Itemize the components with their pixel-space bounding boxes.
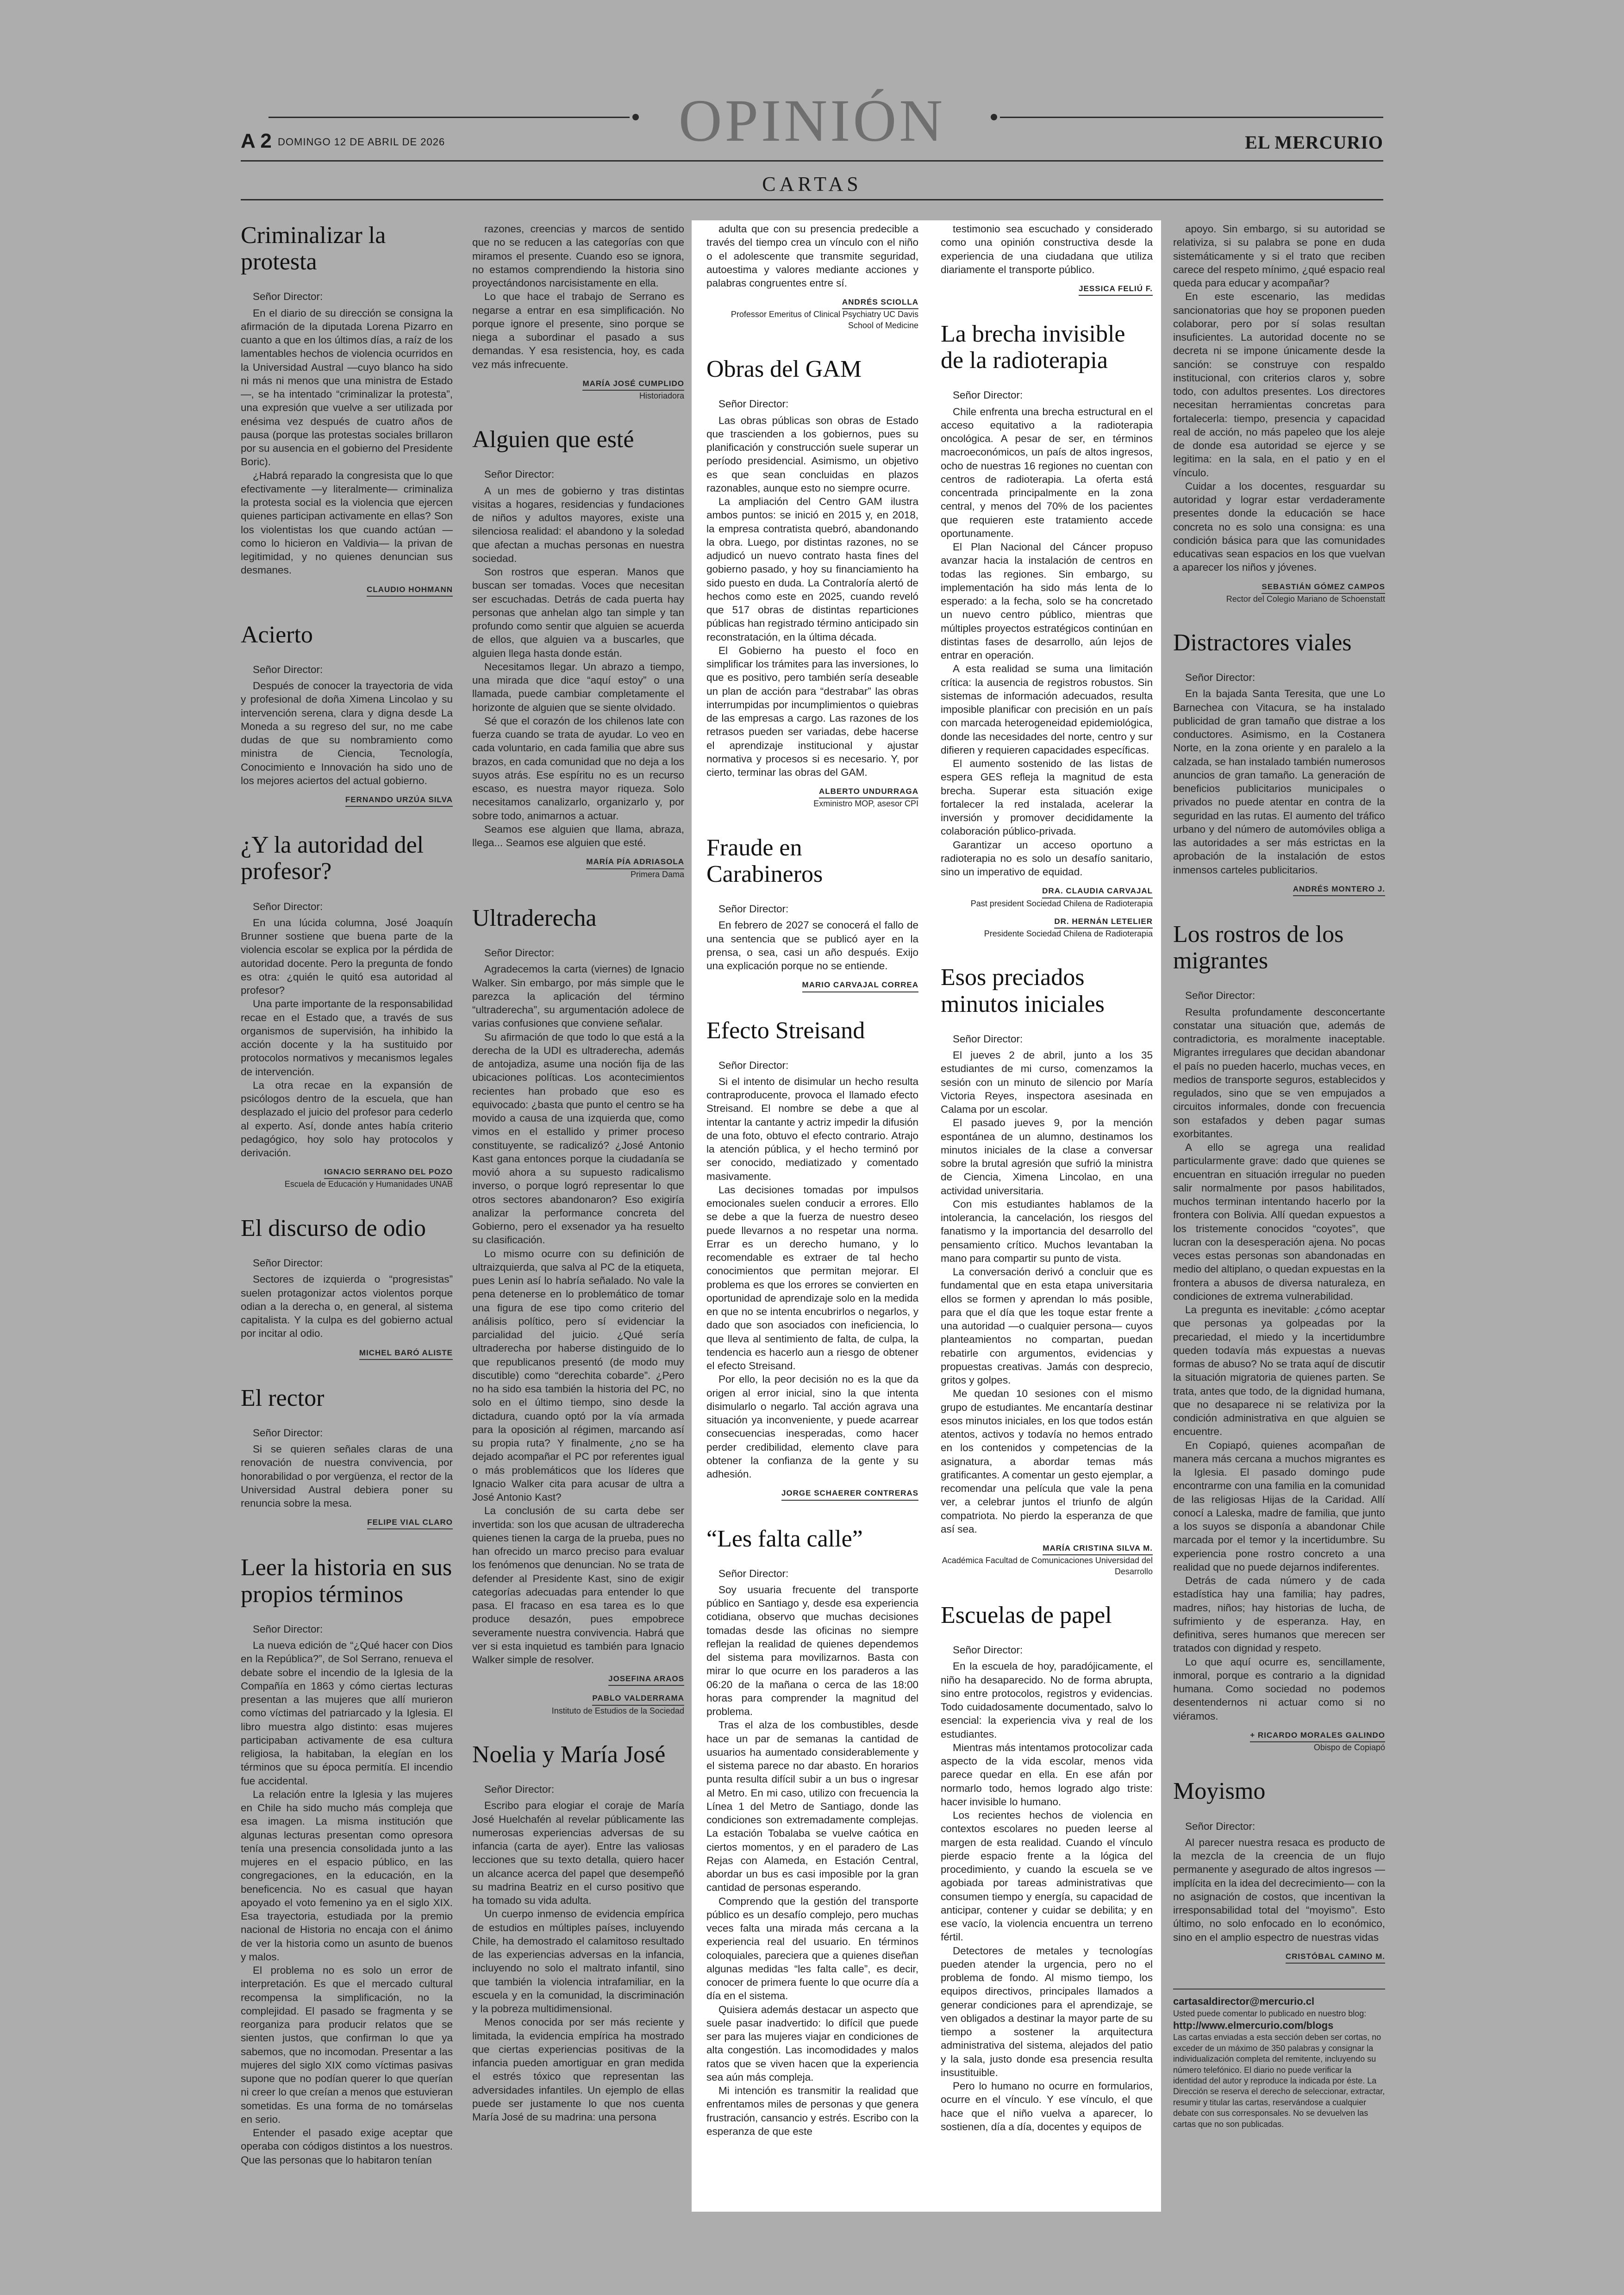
letter-salutation: Señor Director: bbox=[718, 1059, 789, 1071]
letter-paragraph: En una lúcida columna, José Joaquín Brunner sostiene que buena parte de la violencia escolar se explica por la pérdida de autoridad docente. Pero la pregunta de fondo es otra: ¿quién le quitó esa autoridad al profesor? bbox=[241, 917, 453, 997]
blog-link[interactable]: http://www.elmercurio.com/blogs bbox=[1173, 2019, 1334, 2031]
letter-signature bbox=[1173, 579, 1385, 605]
signature-name: FELIPE VIAL CLARO bbox=[367, 1517, 453, 1529]
letter-paragraph: Lo mismo ocurre con su definición de ultraizquierda, que salva al PC de la etiqueta, pues Lenin así lo habría señalado. No vale la pena detenerse en lo problemático de tomar una figura de ese tipo como criterio del análisis político, pero sí evidenciar la parcialidad del juicio. ¿Qué sería ultraderecha por haberse distinguido de lo que republicanos presentó (de modo muy discutible) como “derechita cobarde”. ¿Pero no ha sido esa también la historia del PC, no solo en el último tiempo, sino desde la dictadura, cuando optó por la vía armada para la oposición al régimen, marcando así su propia ruta? Y finalmente, ¿no se ha dejado acompañar el PC por referentes igual o más problemáticos que los líderes que Ignacio Walker cita para acusar de ultra a José Antonio Kast? bbox=[472, 1247, 684, 1503]
letter-title: Esos preciados minutos iniciales bbox=[941, 964, 1105, 1017]
signature-role: Professor Emeritus of Clinical Psychiatry UC Davis School of Medicine bbox=[731, 310, 918, 330]
letter-paragraph: Cuidar a los docentes, resguardar su autoridad y lograr estar verdaderamente presentes donde la educación se hace concreta no es solo una consigna: es una condición básica para que las comunidades educativas sean espacios en los que vuelvan a aparecer los niños y jóvenes. bbox=[1173, 480, 1385, 574]
letter-paragraph: Una parte importante de la responsabilidad recae en el Estado que, a través de sus organismos de supervisión, ha inhibido la acción docente y la ha sustituido por protocolos normativos y mecanismos legales de intervención. bbox=[241, 998, 453, 1078]
letter-paragraph: Su afirmación de que todo lo que está a la derecha de la UDI es ultraderecha, además de antojadiza, asume una noción fija de las ubicaciones políticas. Los acontecimientos recientes han probado que eso es equivocado: ¿basta que punto el centro se ha movido a causa de una izquierda que, como vimos en el estallido y primer proceso constituyente, se radicalizó? ¿José Antonio Kast gana entonces porque la ciudadanía se movió ahora a su supuesto radicalismo inverso, o porque logró representar lo que otros sectores abandonaron? Eso exigiría analizar la performance concreta del Gobierno, pero el exsenador ya ha resuelto su clasificación. bbox=[472, 1031, 684, 1246]
letter-paragraph: El aumento sostenido de las listas de espera GES refleja la magnitud de esta brecha. Superar esta situación exige fortalecer la red instalada, acelerar la inversión y promover decididamente la colaboración público-privada. bbox=[941, 758, 1153, 837]
letter-title: Fraude en Carabineros bbox=[706, 834, 823, 887]
letter-signature bbox=[241, 1164, 453, 1190]
signature-name: CRISTÓBAL CAMINO M. bbox=[1286, 1952, 1385, 1964]
letter-title: Noelia y María José bbox=[472, 1741, 666, 1768]
letter-signature bbox=[1173, 1949, 1385, 1964]
signature-role: Past president Sociedad Chilena de Radioterapia bbox=[970, 898, 1153, 908]
signature-name: ANDRÉS MONTERO J. bbox=[1293, 884, 1385, 896]
letter bbox=[706, 356, 918, 810]
letter-signature bbox=[472, 1690, 684, 1716]
letter-title: Leer la historia en sus propios términos bbox=[241, 1554, 452, 1608]
contact-box bbox=[1173, 1989, 1385, 2130]
letter bbox=[241, 1554, 453, 2166]
letter-salutation: Señor Director: bbox=[484, 468, 555, 480]
letter-paragraph: Pero lo humano no ocurre en formularios, ocurre en el vínculo. Y ese vínculo, el que hace que el niño vuelva a aparecer, lo sostienen, día a día, docentes y equipos de bbox=[941, 2080, 1153, 2133]
letter-salutation: Señor Director: bbox=[253, 1257, 323, 1269]
letter-paragraph: La relación entre la Iglesia y las mujeres en Chile ha sido mucho más compleja que esa imagen. La misma institución que algunas lecturas presentan como opresora tenía una presencia consolidada junto a las mujeres en el espacio público, en las congregaciones, en la educación, en la beneficencia. No es casual que hayan apoyado el voto femenino ya en el siglo XIX. Esa trayectoria, estudiada por la premio nacional de Historia no encaja con el ánimo de ver la historia como un asunto de buenos y malos. bbox=[241, 1788, 453, 1963]
section-title: OPINIÓN bbox=[678, 87, 946, 154]
letter-paragraph: Detrás de cada número y de cada estadística hay una familia; hay padres, madres, niños; hay historias de lucha, de sufrimiento y de esperanza. Hay, en definitiva, seres humanos que merecen ser tratados con dignidad y respeto. bbox=[1173, 1575, 1385, 1654]
letter-paragraph: Chile enfrenta una brecha estructural en el acceso equitativo a la radioterapia oncológica. A pesar de ser, en términos macroeconómicos, un país de altos ingresos, ocho de nuestras 16 regiones no cuentan con centros de radioterapia. La oferta está concentrada principalmente en la zona central, y menos del 70% de los pacientes que requieren este tratamiento accede oportunamente. bbox=[941, 405, 1153, 539]
newspaper-masthead: EL MERCURIO bbox=[1245, 132, 1383, 153]
letter-paragraph: Tras el alza de los combustibles, desde hace un par de semanas la cantidad de usuarios ha aumentado considerablemente y el sistema parece no dar abasto. En horarios punta resulta difícil subir a un bus o ingresar al Metro. En mi caso, utilizo con frecuencia la Línea 1 del Metro de Santiago, donde las condiciones son extremadamente complejas. La estación Tobalaba se vuelve caótica en ciertos momentos, y en el paradero de Las Rejas con Alameda, en Estación Central, abordar un bus es casi imposible por la gran cantidad de personas esperando. bbox=[706, 1719, 918, 1894]
letter-salutation: Señor Director: bbox=[718, 1567, 789, 1579]
letter-paragraph: Mi intención es transmitir la realidad que enfrentamos miles de personas y que genera frustración, cansancio y estrés. Escribo con la esperanza de que este bbox=[706, 2085, 918, 2137]
letter-paragraph: Menos conocida por ser más reciente y limitada, la evidencia empírica ha mostrado que ciertas experiencias positivas de la infancia pueden amortiguar en gran medida el estrés tóxico que representan las adversidades infantiles. Un ejemplo de ellas puede ser justamente lo que nos cuenta María José de su madrina: una persona bbox=[472, 2016, 684, 2123]
blog-intro: Usted puede comentar lo publicado en nuestro blog: bbox=[1173, 2008, 1367, 2018]
letter-paragraph: adulta que con su presencia predecible a través del tiempo crea un vínculo con el niño o el adolescente que transmite seguridad, autoestima y valores mediante acciones y palabras congruentes entre sí. bbox=[706, 223, 918, 289]
letter-salutation: Señor Director: bbox=[1185, 1820, 1255, 1832]
letter-signature bbox=[941, 1540, 1153, 1577]
letter bbox=[241, 1385, 453, 1530]
letter bbox=[1173, 630, 1385, 896]
letter-salutation: Señor Director: bbox=[953, 1033, 1023, 1045]
letter-title: Distractores viales bbox=[1173, 629, 1352, 656]
letter-signature bbox=[472, 1671, 684, 1686]
letter-paragraph: En la escuela de hoy, paradójicamente, el niño ha desaparecido. No de forma abrupta, sino entre protocolos, registros y evidencias. Todo cuidadosamente documentado, salvo lo esencial: la experiencia viva y real de los estudiantes. bbox=[941, 1660, 1153, 1740]
letter-paragraph: Entender el pasado exige aceptar que operaba con códigos distintos a los nuestros. Que las personas que lo habitaron tenían bbox=[241, 2127, 453, 2166]
letter-title: Efecto Streisand bbox=[706, 1017, 865, 1044]
letter-paragraph: La otra recae en la expansión de psicólogos dentro de la escuela, que han desplazado el juicio del profesor para cederlo al experto. Así, donde antes había criterio pedagógico, hoy solo hay protocolos y derivación. bbox=[241, 1079, 453, 1159]
header-rule-full-top bbox=[241, 160, 1383, 162]
letter-salutation: Señor Director: bbox=[718, 903, 789, 915]
letter-paragraph: Después de conocer la trayectoria de vida y profesional de doña Ximena Lincolao y su intervención serena, clara y digna desde La Moneda a su regreso del sur, no me cabe dudas de que su nombramiento como ministra de Ciencia, Tecnología, Conocimiento e Innovación ha sido uno de los mejores aciertos del actual gobierno. bbox=[241, 680, 453, 786]
letter-paragraph: A un mes de gobierno y tras distintas visitas a hogares, residencias y fundaciones de niños y adultos mayores, existe una silenciosa realidad: el abandono y la soledad que afectan a muchas personas en nuestra sociedad. bbox=[472, 485, 684, 564]
letter-paragraph: Si el intento de disimular un hecho resulta contraproducente, provoca el llamado efecto Streisand. El nombre se debe a que al intentar la cantante y actriz impedir la difusión de una foto, obtuvo el efecto contrario. Atrajo la atención pública, y el hecho terminó por ser conocido, mediatizado y comentado masivamente. bbox=[706, 1075, 918, 1182]
letter-paragraph: El jueves 2 de abril, junto a los 35 estudiantes de mi curso, comenzamos la sesión con un minuto de silencio por María Victoria Reyes, inspectora asesinada en Calama por un escolar. bbox=[941, 1049, 1153, 1116]
letter-signature bbox=[1173, 1727, 1385, 1753]
letter-paragraph: Escribo para elogiar el coraje de María José Huelchafén al revelar públicamente las numerosas experiencias adversas de su infancia (carta de ayer). Entre las valiosas lecciones que su texto detalla, quiero hacer un alcance acerca del papel que desempeñó su madrina Beatriz en el curso positivo que ha tomado su vida adulta. bbox=[472, 1800, 684, 1907]
letter-title: Criminalizar la protesta bbox=[241, 222, 386, 275]
letters-column-3 bbox=[706, 222, 918, 2163]
letter-salutation: Señor Director: bbox=[484, 1784, 555, 1796]
letter-paragraph: Necesitamos llegar. Un abrazo a tiempo, una mirada que dice “aquí estoy” o una llamada, puede cambiar completamente el horizonte de alguien que se siente olvidado. bbox=[472, 661, 684, 713]
letter-paragraph: Por ello, la peor decisión no es la que da origen al error inicial, sino la que intenta disimularlo o negarlo. Tal acción agrava una situación ya inconveniente, y puede acarrear consecuencias inesperadas, como hacer perder credibilidad, elemento clave para obtener la confianza de la gente y su adhesión. bbox=[706, 1373, 918, 1480]
letter-paragraph: En febrero de 2027 se conocerá el fallo de una sentencia que se publicó ayer en la prensa, o sea, casi un año después. Exijo una explicación porque no se entiende. bbox=[706, 919, 918, 972]
signature-role: Rector del Colegio Mariano de Schoenstatt bbox=[1226, 594, 1385, 604]
letter-title: Acierto bbox=[241, 621, 313, 648]
signature-role: Primera Dama bbox=[630, 869, 684, 879]
letter bbox=[241, 222, 453, 597]
letter-paragraph: La pregunta es inevitable: ¿cómo aceptar que personas ya golpeadas por la precariedad, el miedo y la incertidumbre queden todavía más expuestas a nuevas formas de abuso? No se trata aquí de discutir la situación migratoria de quienes parten. Se trata, antes que todo, de la dignidad humana, que no desaparece ni se relativiza por la condición administrativa en que alguien se encuentre. bbox=[1173, 1304, 1385, 1438]
letter-paragraph: Comprendo que la gestión del transporte público es un desafío complejo, pero muchas veces falta una mirada más cercana a la experiencia real del usuario. En términos coloquiales, pareciera que a quienes diseñan algunas medidas “les falta calle”, es decir, conocer de primera fuente lo que ocurre día a día en el sistema. bbox=[706, 1895, 918, 2002]
letter-salutation: Señor Director: bbox=[718, 398, 789, 410]
letter-paragraph: Mientras más intentamos protocolizar cada aspecto de la vida escolar, menos vida parece quedar en ella. En ese afán por normarlo todo, hemos logrado algo triste: hacer invisible lo humano. bbox=[941, 1741, 1153, 1808]
letter-signature bbox=[706, 977, 918, 992]
letter-paragraph: Garantizar un acceso oportuno a radioterapia no es solo un desafío sanitario, sino un imperativo de equidad. bbox=[941, 839, 1153, 878]
letter-title: La brecha invisible de la radioterapia bbox=[941, 321, 1125, 374]
signature-name: CLAUDIO HOHMANN bbox=[367, 585, 453, 597]
page-date: DOMINGO 12 DE ABRIL DE 2026 bbox=[278, 136, 445, 148]
letter bbox=[472, 426, 684, 880]
letter-signature bbox=[706, 1485, 918, 1500]
signature-role: Obispo de Copiapó bbox=[1313, 1742, 1385, 1752]
signature-name: MICHEL BARÓ ALISTE bbox=[359, 1348, 453, 1360]
letter-signature bbox=[241, 582, 453, 597]
letter bbox=[472, 1741, 684, 2124]
letter-paragraph: A esta realidad se suma una limitación crítica: la ausencia de registros robustos. Sin sistemas de información adecuados, resulta imposible planificar con precisión en un país con marcada heterogeneidad epidemiológica, donde las necesidades del norte, centro y sur difieren y requieren capacidades específicas. bbox=[941, 663, 1153, 756]
letter-paragraph: El problema no es solo un error de interpretación. Es que el mercado cultural recompensa la simplificación, no la complejidad. El pasado se fragmenta y se reorganiza para producir relatos que se sienten justos, que confirman lo que ya sabemos, que no incomodan. Presentar a las mujeres del siglo XIX como víctimas pasivas supone que no podían querer lo que querían ni creer lo que creían a menos que estuvieran sometidas. Es una forma de no tomárselas en serio. bbox=[241, 1964, 453, 2125]
letter-signature bbox=[472, 376, 684, 401]
letter-paragraph: Lo que hace el trabajo de Serrano es negarse a entrar en esa simplificación. No porque ignore el presente, sino porque se niega a subordinar el pasado a sus demandas. Y esa resistencia, hoy, es cada vez más infrecuente. bbox=[472, 291, 684, 370]
letter-paragraph: El Gobierno ha puesto el foco en simplificar los trámites para las inversiones, lo que es positivo, pero también sería deseable un plan de acción para “destrabar” las obras interrumpidas por incumplimientos o quiebras de las empresas a cargo. Las razones de los retrasos pueden ser variadas, debe hacerse el aprendizaje institucional y ajustar normativa y procesos si es necesario. Y, por cierto, terminar las obras del GAM. bbox=[706, 644, 918, 779]
letter bbox=[241, 1215, 453, 1360]
letter-salutation: Señor Director: bbox=[1185, 672, 1255, 684]
letter bbox=[472, 905, 684, 1716]
letter-title: Escuelas de papel bbox=[941, 1602, 1112, 1628]
page-header bbox=[241, 88, 1383, 204]
letter bbox=[241, 832, 453, 1190]
letter-title: Obras del GAM bbox=[706, 356, 862, 383]
letter-paragraph: Un cuerpo inmenso de evidencia empírica de estudios en múltiples países, incluyendo Chile, ha demostrado el calamitoso resultado de las experiencias adversas en la infancia, incluyendo no solo el maltrato infantil, sino que también la violencia intrafamiliar, en la escuela y en la comunidad, la discriminación y la pobreza multidimensional. bbox=[472, 1908, 684, 2015]
letter-title: Moyismo bbox=[1173, 1778, 1266, 1805]
letter-paragraph: Los recientes hechos de violencia en contextos escolares no pueden leerse al margen de esta realidad. Cuando el vínculo pierde espacio frente a la lógica del procedimiento, y cuando la escuela se ve agobiada por tareas administrativas que consumen tiempo y energía, su capacidad de anticipar, contener y cuidar se debilita; y en ese vacío, la violencia encuentra un terreno fértil. bbox=[941, 1809, 1153, 1943]
letters-rules: Las cartas enviadas a esta sección deben ser cortas, no exceder de un máximo de 350 palabras y consignar la individualización completa del remitente, incluyendo su número telefónico. El diario no puede verificar la identidad del autor y reproduce la indicada por éste. La Dirección se reserva el derecho de seleccionar, extractar, resumir y titular las cartas, reservándose a cualquier debate con sus corresponsales. No se devuelven las cartas que no son publicadas. bbox=[1173, 2033, 1385, 2129]
signature-name: IGNACIO SERRANO DEL POZO bbox=[324, 1167, 453, 1179]
letter bbox=[241, 622, 453, 807]
signature-name: MARÍA JOSÉ CUMPLIDO bbox=[582, 379, 684, 391]
letter-paragraph: apoyo. Sin embargo, si su autoridad se relativiza, si su palabra se pone en duda sistemáticamente y si el trato que reciben carece del respeto mínimo, ¿qué espacio real queda para educar y acompañar? bbox=[1173, 223, 1385, 289]
letter-paragraph: Resulta profundamente desconcertante constatar una situación que, además de contradictoria, es moralmente inaceptable. Migrantes irregulares que decidan abandonar el país no pueden hacerlo, muchas veces, en medios de transporte seguros, establecidos y regulados, sino que se ven empujados a circuitos informales, donde con frecuencia son estafados y deben pagar sumas exorbitantes. bbox=[1173, 1006, 1385, 1140]
signature-name: MARÍA CRISTINA SILVA M. bbox=[1043, 1543, 1153, 1555]
signature-name: + RICARDO MORALES GALINDO bbox=[1250, 1730, 1385, 1742]
letter bbox=[941, 222, 1153, 296]
letter-paragraph: Detectores de metales y tecnologías pueden atender la urgencia, pero no el problema de fondo. Al mismo tiempo, los equipos directivos, principales llamados a generar condiciones para el aprendizaje, se ven obligados a destinar la mayor parte de su tiempo a sostener la arquitectura administrativa del sistema, alejados del patio y la sala, justo donde esa presencia resulta insustituible. bbox=[941, 1945, 1153, 2078]
letter-salutation: Señor Director: bbox=[953, 389, 1023, 401]
letter-paragraph: Seamos ese alguien que llama, abraza, llega... Seamos ese alguien que esté. bbox=[472, 823, 684, 849]
letter-paragraph: Las decisiones tomadas por impulsos emocionales suelen conducir a errores. Ello se debe a que la fuerza de nuestro deseo puede llevarnos a no respetar una norma. Errar es un derecho humano, y lo recomendable es extraer de tal hecho conocimientos que permitan mejorar. El problema es que los errores se convierten en oportunidad de aprendizaje solo en la medida en que no se intenta encubrirlos o negarlos, y dado que son asociados con ineficiencia, lo que lleva al sentimiento de falta, de culpa, la tendencia es hacerlo aun a riesgo de obtener el efecto Streisand. bbox=[706, 1184, 918, 1372]
contact-email[interactable]: cartasaldirector@mercurio.cl bbox=[1173, 1995, 1315, 2007]
signature-name: ANDRÉS SCIOLLA bbox=[842, 297, 918, 309]
header-rule-full-bottom bbox=[241, 199, 1383, 200]
letter-paragraph: Agradecemos la carta (viernes) de Ignacio Walker. Sin embargo, por más simple que le parezca la aplicación del término “ultraderecha”, su argumentación adolece de varias confusiones que conviene señalar. bbox=[472, 963, 684, 1029]
page-number: A 2 bbox=[241, 130, 272, 152]
letter-paragraph: ¿Habrá reparado la congresista que lo que efectivamente —y literalmente— criminaliza la protesta social es la violencia que ejercen quienes participan activamente en ellas? Son los violentistas los que cuando actúan —como lo hicieron en Valdivia— la privan de legitimidad, y no quienes denuncian sus desmanes. bbox=[241, 469, 453, 576]
letter-paragraph: Quisiera además destacar un aspecto que suele pasar inadvertido: lo difícil que puede ser para las mujeres viajar en condiciones de alta congestión. Las incomodidades y malos ratos que se viven hacen que la experiencia sea aún más compleja. bbox=[706, 2003, 918, 2083]
letter bbox=[941, 964, 1153, 1577]
letter-salutation: Señor Director: bbox=[484, 947, 555, 959]
letter-paragraph: En este escenario, las medidas sancionatorias que hoy se proponen pueden colaborar, pero por sí solas resultan insuficientes. La autoridad docente no se decreta ni se impone únicamente desde la sanción: se construye con respaldo institucional, con criterios claros y, sobre todo, con adultos presentes. Los directores necesitan herramientas concretas para fortalecerla: tiempo, presencia y capacidad real de acción, no más papeleo que los aleje de donde esa autoridad se ejerce y se legitima: en la sala, en el patio y en el vínculo. bbox=[1173, 291, 1385, 479]
letter-title: El discurso de odio bbox=[241, 1215, 426, 1241]
letter-paragraph: El pasado jueves 9, por la mención espontánea de un alumno, destinamos los minutos iniciales de la clase a conversar sobre la brutal agresión que sufrió la ministra de Ciencia, Ximena Lincolao, en una actividad universitaria. bbox=[941, 1117, 1153, 1197]
letter-paragraph: En Copiapó, quienes acompañan de manera más cercana a muchos migrantes es la Iglesia. El pasado domingo pude encontrarme con una familia en la comunidad de las religiosas Hijas de la Caridad. Allí conocí a Laleska, madre de familia, que junto a los suyos se disponía a abandonar Chile marcada por el temor y la incertidumbre. Su experiencia pone rostro concreto a una realidad que no puede dejarnos indiferentes. bbox=[1173, 1439, 1385, 1573]
signature-name: MARIO CARVAJAL CORREA bbox=[802, 980, 918, 992]
letter-signature bbox=[241, 1345, 453, 1360]
signature-name: JESSICA FELIÚ F. bbox=[1079, 284, 1153, 296]
letter bbox=[1173, 222, 1385, 605]
letter bbox=[706, 1017, 918, 1501]
letter-salutation: Señor Director: bbox=[253, 1427, 323, 1439]
signature-role: Escuela de Educación y Humanidades UNAB bbox=[284, 1179, 453, 1189]
letter-title: Alguien que esté bbox=[472, 426, 634, 453]
signature-name: FERNANDO URZÚA SILVA bbox=[345, 795, 453, 807]
letter-paragraph: Sé que el corazón de los chilenos late con fuerza cuando se trata de ayudar. Lo veo en cada voluntario, en cada familia que abre sus brazos, en cada comunidad que no deja a los suyos atrás. Ese espíritu no es un recurso escaso, es nuestra mayor riqueza. Solo necesitamos canalizarlo, organizarlo y, por sobre todo, animarnos a actuar. bbox=[472, 715, 684, 822]
letter-salutation: Señor Director: bbox=[253, 1623, 323, 1635]
letter-paragraph: Lo que aquí ocurre es, sencillamente, inmoral, porque es contrario a la dignidad humana. Como sociedad no podemos desentendernos ni actuar como si no viéramos. bbox=[1173, 1656, 1385, 1722]
signature-role: Presidente Sociedad Chilena de Radioterapia bbox=[984, 929, 1153, 939]
signature-role: Historiadora bbox=[639, 391, 684, 400]
signature-role: Instituto de Estudios de la Sociedad bbox=[551, 1706, 684, 1715]
letter-title: El rector bbox=[241, 1384, 325, 1411]
letter-signature bbox=[241, 1515, 453, 1529]
letter-paragraph: La ampliación del Centro GAM ilustra ambos puntos: se inició en 2015 y, en 2018, la empresa contratista quebró, abandonando la obra. Luego, por distintas razones, no se adjudicó un nuevo contrato hasta fines del gobierno pasado, y hoy su financiamiento ha sido puesto en duda. La Contraloría alertó de hechos como este en 2025, cuando reveló que 517 obras de distintas reparticiones públicas han registrado término anticipado sin reconstratación, en la última década. bbox=[706, 496, 918, 643]
letter-paragraph: La conclusión de su carta debe ser invertida: son los que acusan de ultraderecha quienes tienen la carga de la prueba, pues no han ofrecido un marco preciso para evaluar los fenómenos que denuncian. No se trata de defender al Presidente Kast, sino de exigir categorías adecuadas para entender lo que pasa. El fracaso en esa tarea es lo que produce desazón, pues empobrece severamente nuestra convivencia. Habrá que ver si esta inquietud es también para Ignacio Walker simple de resolver. bbox=[472, 1505, 684, 1666]
letter-signature bbox=[241, 792, 453, 807]
letter-paragraph: Al parecer nuestra resaca es producto de la mezcla de la creencia de un flujo permanente y asegurado de altos ingresos —implícita en la idea del decrecimiento— con la no asignación de costos, que incentivan la irresponsabilidad total del “moyismo”. Esto último, no solo enfocado en lo económico, sino en el amplio espectro de nuestras vidas bbox=[1173, 1836, 1385, 1943]
letter-signature bbox=[706, 294, 918, 331]
letter-salutation: Señor Director: bbox=[253, 291, 323, 303]
signature-name: ALBERTO UNDURRAGA bbox=[819, 786, 918, 798]
letter-paragraph: razones, creencias y marcos de sentido que no se reducen a las categorías con que miramos el presente. Cuando eso se ignora, no estamos comprendiendo la historia sino proyectándonos narcisistamente en ella. bbox=[472, 223, 684, 289]
letter-salutation: Señor Director: bbox=[1185, 990, 1255, 1002]
letter-salutation: Señor Director: bbox=[253, 900, 323, 912]
letter-paragraph: testimonio sea escuchado y considerado como una opinión constructiva desde la experiencia de una ciudadana que utiliza diariamente el transporte público. bbox=[941, 223, 1153, 275]
letter-signature bbox=[706, 784, 918, 809]
signature-name: JORGE SCHAERER CONTRERAS bbox=[781, 1488, 918, 1500]
letter-paragraph: Con mis estudiantes hablamos de la intolerancia, la cancelación, los riesgos del fanatismo y la importancia del desarrollo del pensamiento crítico. Muchos levantaban la mano para compartir su punto de vista. bbox=[941, 1198, 1153, 1264]
signature-name: DR. HERNÁN LETELIER bbox=[1054, 917, 1153, 929]
letter-paragraph: Soy usuaria frecuente del transporte público en Santiago y, desde esa experiencia cotidiana, observo que muchas decisiones tomadas desde las oficinas no siempre reflejan la realidad de quienes dependemos del sistema para movilizarnos. Basta con mirar lo que ocurre en los paraderos a las 06:20 de la mañana o cerca de las 18:00 horas para comprender la magnitud del problema. bbox=[706, 1584, 918, 1718]
signature-name: MARÍA PÍA ADRIASOLA bbox=[586, 857, 684, 869]
letter-title: ¿Y la autoridad del profesor? bbox=[241, 832, 424, 885]
letters-column-4 bbox=[941, 222, 1153, 2158]
letter bbox=[706, 835, 918, 992]
letters-column-5 bbox=[1173, 222, 1385, 2130]
letter-signature bbox=[941, 281, 1153, 296]
letter-paragraph: Las obras públicas son obras de Estado que trascienden a los gobiernos, pues su planificación y construcción suele superar un período presidencial. Asimismo, un objetivo es que sean concluidas en plazos razonables, aunque esto no siempre ocurre. bbox=[706, 414, 918, 494]
signature-name: JOSEFINA ARAOS bbox=[608, 1674, 684, 1686]
letters-column-2 bbox=[472, 222, 684, 2149]
letter-paragraph: La nueva edición de “¿Qué hacer con Dios en la República?”, de Sol Serrano, renueva el debate sobre el incendio de la Iglesia de la Compañía en 1863 y cómo ciertas lecturas presentan a las mujeres que allí murieron como víctimas del patriarcado y la Iglesia. El libro muestra algo distinto: esas mujeres participaban activamente de esa cultura religiosa, la habitaban, la elegían en los términos que su época permitía. El incendio fue accidental. bbox=[241, 1640, 453, 1787]
letter-paragraph: Si se quieren señales claras de una renovación de nuestra convivencia, por honorabilidad o por vergüenza, el rector de la Universidad Austral debiera poner su renuncia sobre la mesa. bbox=[241, 1443, 453, 1509]
letter-paragraph: Sectores de izquierda o “progresistas” suelen protagonizar actos violentos porque odian a la derecha o, en general, al sistema capitalista. Y la culpa es del gobierno actual por incitar al odio. bbox=[241, 1273, 453, 1340]
signature-name: PABLO VALDERRAMA bbox=[592, 1693, 684, 1705]
subsection-label: CARTAS bbox=[762, 173, 862, 195]
letter bbox=[472, 222, 684, 401]
letter-paragraph: La conversación derivó a concluir que es fundamental que en esta etapa universitaria ellos se formen y aprendan lo más posible, para que el día que les toque estar frente a una autoridad —o cualquier persona— cuyos planteamientos no compartan, puedan rebatirle con argumentos, evidencias y propuestas creativas. Jamás con desprecio, gritos y golpes. bbox=[941, 1266, 1153, 1386]
signature-name: DRA. CLAUDIA CARVAJAL bbox=[1042, 886, 1153, 898]
letter-paragraph: En el diario de su dirección se consigna la afirmación de la diputada Lorena Pizarro en cuanto a que en los últimos días, a raíz de los lamentables hechos de violencia ocurridos en la Universidad Austral —cuyo blanco ha sido ni más ni menos que una ministra de Estado—, se ha intentado “criminalizar la protesta”, una expresión que vuelve a ser utilizada por enésima vez después de cuatro años de pausa (porque las protestas sociales brillaron por su ausencia en el gobierno del Presidente Boric). bbox=[241, 307, 453, 468]
letter-title: Ultraderecha bbox=[472, 904, 597, 931]
letter bbox=[941, 1602, 1153, 2133]
signature-name: SEBASTIÁN GÓMEZ CAMPOS bbox=[1262, 582, 1385, 594]
letters-column-1 bbox=[241, 222, 453, 2192]
letter-paragraph: Me quedan 10 sesiones con el mismo grupo de estudiantes. Me encantaría destinar esos minutos iniciales, en los que todos están atentos, activos y todavía no hemos entrado en los contenidos y competencias de la asignatura, a abordar temas más gratificantes. A comentar un gesto ejemplar, a recomendar una película que vale la pena ver, a celebrar juntos el triunfo de algún compatriota. No pierdo la esperanza de que así sea. bbox=[941, 1388, 1153, 1535]
letter bbox=[1173, 921, 1385, 1753]
letter-paragraph: El Plan Nacional del Cáncer propuso avanzar hacia la instalación de centros en todas las regiones. Sin embargo, su implementación ha sido más lenta de lo esperado: a la fecha, solo se ha concretado un nuevo centro público, mientras que múltiples proyectos estratégicos continúan en distintas fases de desarrollo, aún lejos de entrar en operación. bbox=[941, 541, 1153, 661]
letter bbox=[706, 1526, 918, 2139]
letter-signature bbox=[472, 854, 684, 879]
letter bbox=[941, 321, 1153, 939]
letter-salutation: Señor Director: bbox=[253, 663, 323, 675]
letter bbox=[1173, 1778, 1385, 1964]
letter-signature bbox=[941, 883, 1153, 909]
letter-paragraph: En la bajada Santa Teresita, que une Lo Barnechea con Vitacura, se ha instalado publicidad de gran tamaño que distrae a los conductores. Asimismo, en la Costanera Norte, en la zona oriente y en paralelo a la calzada, se han instalado también numerosos anuncios de gran tamaño. La generación de beneficios publicitarios municipales o privados no puede atentar en contra de la seguridad en las rutas. El aumento del tráfico urbano y del número de automóviles obliga a las autoridades a ser más estrictas en la aprobación de la instalación de estos inmensos carteles publicitarios. bbox=[1173, 688, 1385, 876]
signature-role: Académica Facultad de Comunicaciones Universidad del Desarrollo bbox=[942, 1556, 1153, 1576]
letter-signature bbox=[1173, 881, 1385, 896]
letter-paragraph: A ello se agrega una realidad particularmente grave: dado que quienes se encuentran en situación irregular no pueden salir normalmente por pasos habilitados, muchos terminan intentando hacerlo por la frontera con Bolivia. Allí quedan expuestos a los tristemente conocidos “coyotes”, que lucran con la desesperación ajena. No pocas veces estas personas son abandonadas en medio del altiplano, o quedan expuestas en la frontera a abusos de diversa naturaleza, en condiciones de extrema vulnerabilidad. bbox=[1173, 1141, 1385, 1302]
letter-title: “Les falta calle” bbox=[706, 1525, 863, 1552]
signature-role: Exministro MOP, asesor CPI bbox=[813, 799, 918, 809]
letter-paragraph: Son rostros que esperan. Manos que buscan ser tomadas. Voces que necesitan ser escuchadas. Detrás de cada puerta hay personas que anhelan algo tan simple y tan profundo como sentir que alguien se acuerda de ellos, que alguien va a buscarles, que alguien llega hasta donde están. bbox=[472, 566, 684, 659]
letter-signature bbox=[941, 914, 1153, 939]
letter-title: Los rostros de los migrantes bbox=[1173, 921, 1344, 974]
letter-salutation: Señor Director: bbox=[953, 1644, 1023, 1656]
letter bbox=[706, 222, 918, 331]
